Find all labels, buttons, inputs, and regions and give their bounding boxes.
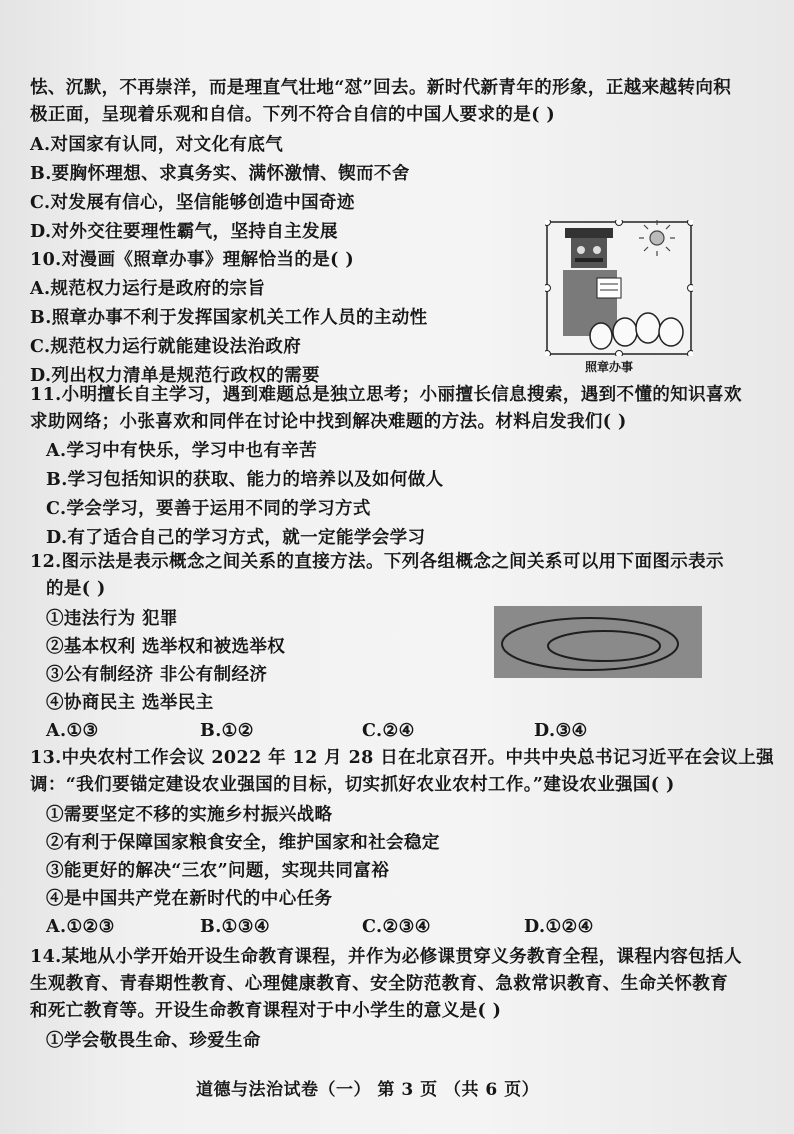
q10-option-c: C.规范权力运行就能建设法治政府: [30, 337, 302, 357]
q9-option-c: C.对发展有信心，坚信能够创造中国奇迹: [30, 193, 355, 213]
q12-stem-line1: 12.图示法是表示概念之间关系的直接方法。下列各组概念之间关系可以用下面图示表示: [30, 552, 724, 572]
q12-item-3: ③公有制经济 非公有制经济: [46, 665, 268, 685]
q12-item-2: ②基本权利 选举权和被选举权: [46, 637, 286, 657]
q13-item-1: ①需要坚定不移的实施乡村振兴战略: [46, 805, 333, 825]
q13-choice-a: A.①②③: [46, 917, 115, 937]
q11-option-b: B.学习包括知识的获取、能力的培养以及如何做人: [46, 470, 444, 490]
q9-stem-line1: 怯、沉默，不再崇洋，而是理直气壮地“怼”回去。新时代新青年的形象，正越来越转向积: [30, 78, 732, 98]
q12-choice-d: D.③④: [534, 721, 588, 741]
page-footer: 道德与法治试卷（一） 第 3 页 （共 6 页）: [196, 1080, 540, 1100]
q10-option-a: A.规范权力运行是政府的宗旨: [30, 279, 266, 299]
q9-option-a: A.对国家有认同，对文化有底气: [30, 135, 284, 155]
q12-choice-b: B.①②: [200, 721, 254, 741]
q10-option-b: B.照章办事不利于发挥国家机关工作人员的主动性: [30, 308, 428, 328]
q12-item-4: ④协商民主 选举民主: [46, 693, 214, 713]
q11-stem-line2: 求助网络；小张喜欢和同伴在讨论中找到解决难题的方法。材料启发我们( ): [30, 412, 627, 432]
q13-item-2: ②有利于保障国家粮食安全，维护国家和社会稳定: [46, 833, 440, 853]
q13-stem-line2: 调：“我们要锚定建设农业强国的目标，切实抓好农业农村工作。”建设农业强国( ): [30, 775, 675, 795]
q9-option-d: D.对外交往要理性霸气，坚持自主发展: [30, 222, 338, 242]
q13-choice-c: C.②③④: [362, 917, 431, 937]
q14-item-1: ①学会敬畏生命、珍爱生命: [46, 1031, 261, 1051]
q12-item-1: ①违法行为 犯罪: [46, 609, 178, 629]
q11-option-a: A.学习中有快乐，学习中也有辛苦: [46, 441, 318, 461]
q14-stem-line3: 和死亡教育等。开设生命教育课程对于中小学生的意义是( ): [30, 1001, 502, 1021]
q11-option-d: D.有了适合自己的学习方式，就一定能学会学习: [46, 528, 426, 548]
q13-choice-d: D.①②④: [524, 917, 594, 937]
q13-item-3: ③能更好的解决“三农”问题，实现共同富裕: [46, 861, 390, 881]
q13-item-4: ④是中国共产党在新时代的中心任务: [46, 889, 333, 909]
q13-choice-b: B.①③④: [200, 917, 270, 937]
q10-stem: 10.对漫画《照章办事》理解恰当的是( ): [30, 250, 354, 270]
q14-stem-line1: 14.某地从小学开始开设生命教育课程，并作为必修课贯穿义务教育全程，课程内容包括人: [30, 947, 742, 967]
cartoon-illustration: [545, 220, 693, 356]
q11-stem-line1: 11.小明擅长自主学习，遇到难题总是独立思考；小丽擅长信息搜索，遇到不懂的知识喜欢: [30, 385, 742, 405]
q12-choice-a: A.①③: [46, 721, 99, 741]
concept-diagram: [494, 606, 702, 678]
q12-stem-line2: 的是( ): [46, 579, 106, 599]
q9-option-b: B.要胸怀理想、求真务实、满怀激情、锲而不舍: [30, 164, 410, 184]
q13-stem-line1: 13.中央农村工作会议 2022 年 12 月 28 日在北京召开。中共中央总书记习近平在会议上强: [30, 748, 775, 768]
q10-option-d: D.列出权力清单是规范行政权的需要: [30, 366, 320, 386]
q9-stem-line2: 极正面，呈现着乐观和自信。下列不符合自信的中国人要求的是( ): [30, 105, 556, 125]
cartoon-caption: 照章办事: [585, 360, 634, 374]
q14-stem-line2: 生观教育、青春期性教育、心理健康教育、安全防范教育、急救常识教育、生命关怀教育: [30, 974, 729, 994]
q12-choice-c: C.②④: [362, 721, 415, 741]
q11-option-c: C.学会学习，要善于运用不同的学习方式: [46, 499, 371, 519]
